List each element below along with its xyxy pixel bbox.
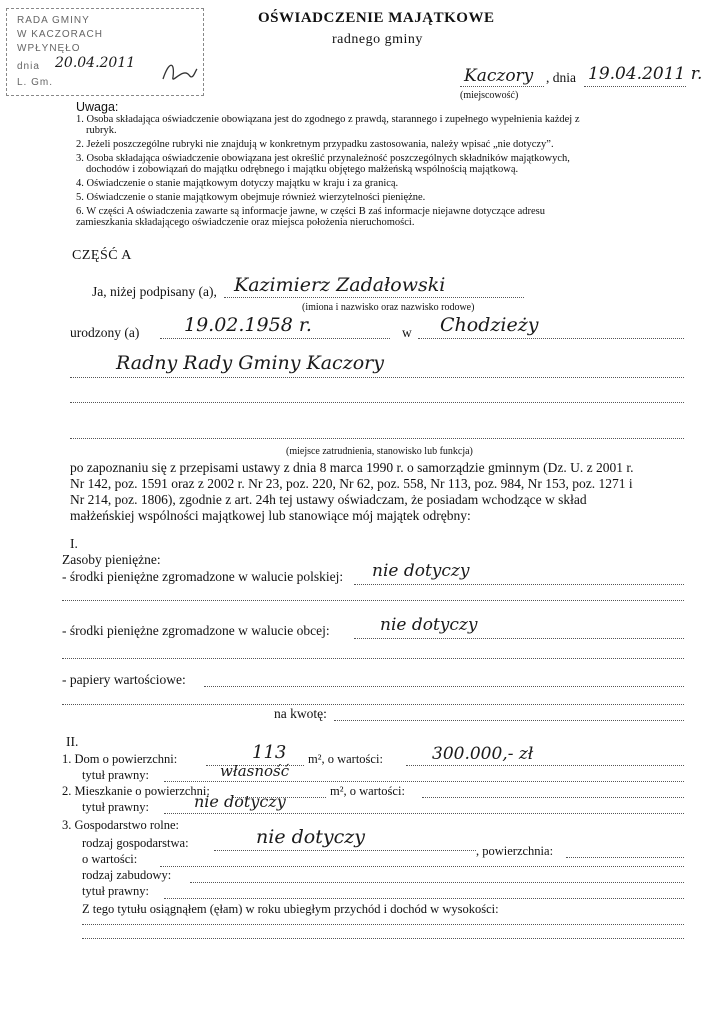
farm-area-label: , powierzchnia: bbox=[476, 844, 554, 858]
flat-title-value: nie dotyczy bbox=[194, 792, 286, 811]
house-area: 113 bbox=[252, 742, 287, 763]
house-value: 300.000,- zł bbox=[432, 744, 534, 764]
farm-type-value: nie dotyczy bbox=[256, 826, 365, 848]
born-in-dotted-line bbox=[418, 338, 684, 339]
receipt-stamp bbox=[6, 8, 204, 96]
securities-dotted-line bbox=[204, 686, 684, 687]
house-value-dotted-line bbox=[406, 765, 684, 766]
farm-buildings-label: rodzaj zabudowy: bbox=[82, 868, 172, 882]
farm-buildings-dotted-line bbox=[190, 882, 684, 883]
signed-value: Kazimierz Zadałowski bbox=[234, 274, 446, 296]
farm-value-dotted-line bbox=[160, 866, 684, 867]
section-1-heading: I. bbox=[70, 536, 78, 551]
flat-value-dotted-line bbox=[422, 797, 684, 798]
born-value: 19.02.1958 r. bbox=[184, 314, 312, 336]
born-in-value: Chodzieży bbox=[440, 314, 539, 336]
notice-item-4: 4. Oświadczenie o stanie majątkowym dotyczy majątku w kraju i za granicą. bbox=[76, 178, 399, 189]
farm-area-dotted-line bbox=[566, 857, 684, 858]
foreign-value: nie dotyczy bbox=[380, 615, 478, 635]
notice-item-1b: rubryk. bbox=[86, 125, 117, 136]
date-label: , dnia bbox=[546, 70, 576, 85]
flat-title-dotted-line bbox=[164, 813, 684, 814]
form-title: OŚWIADCZENIE MAJĄTKOWE bbox=[258, 10, 495, 26]
signed-label: Ja, niżej podpisany (a), bbox=[92, 284, 217, 299]
foreign-dotted-line-2 bbox=[62, 658, 684, 659]
farm-type-dotted-line bbox=[214, 850, 476, 851]
notice-item-6: 6. W części A oświadczenia zawarte są informacje jawne, w części B zaś informacje niejawne dotyczące adresu bbox=[76, 206, 545, 217]
law-paragraph-line-1: po zapoznaniu się z przepisami ustawy z dnia 8 marca 1990 r. o samorządzie gminnym (Dz. U. z 2001 r. bbox=[70, 460, 634, 475]
amount-label: na kwotę: bbox=[274, 706, 327, 721]
house-title-value: własność bbox=[220, 762, 290, 780]
securities-dotted-line-2 bbox=[62, 704, 684, 705]
house-label: 1. Dom o powierzchni: bbox=[62, 752, 178, 766]
job-dotted-line-2 bbox=[70, 402, 684, 403]
born-in-label: w bbox=[402, 325, 412, 340]
notice-item-1: 1. Osoba składająca oświadczenie obowiązana jest do zgodnego z prawdą, starannego i zupełnego wypełnienia każdej z bbox=[76, 114, 580, 125]
signature-mark bbox=[159, 57, 199, 87]
notice-item-5: 5. Oświadczenie o stanie majątkowym obejmuje również wierzytelności pieniężne. bbox=[76, 192, 426, 203]
job-dotted-line-1 bbox=[70, 377, 684, 378]
notice-heading: Uwaga: bbox=[76, 100, 119, 114]
date-dotted-line bbox=[584, 86, 686, 87]
amount-dotted-line bbox=[334, 720, 684, 721]
stamp-date-value: 20.04.2011 bbox=[55, 55, 136, 71]
income-dotted-line bbox=[82, 924, 684, 925]
born-label: urodzony (a) bbox=[70, 325, 140, 340]
page-bottom-margin bbox=[0, 978, 724, 1024]
income-label: Z tego tytułu osiągnąłem (ęłam) w roku ubiegłym przychód i dochód w wysokości: bbox=[82, 902, 499, 916]
foreign-dotted-line bbox=[354, 638, 684, 639]
law-paragraph-line-4: małżeńskiej wspólności majątkowej lub stanowiące mój majątek odrębny: bbox=[70, 508, 471, 523]
law-paragraph-line-3: Nr 214, poz. 1806), zgodnie z art. 24h tej ustawy oświadczam, że posiadam wchodzące w skład bbox=[70, 492, 587, 507]
house-m2-label: m², o wartości: bbox=[308, 752, 383, 766]
house-title-label: tytuł prawny: bbox=[82, 768, 150, 782]
form-subtitle: radnego gminy bbox=[332, 32, 423, 47]
stamp-date-label: dnia bbox=[17, 61, 40, 72]
section-2-heading: II. bbox=[66, 734, 79, 749]
job-value: Radny Rady Gminy Kaczory bbox=[116, 352, 384, 374]
born-dotted-line bbox=[160, 338, 390, 339]
farm-title-label: tytuł prawny: bbox=[82, 884, 150, 898]
farm-type-label: rodzaj gospodarstwa: bbox=[82, 836, 189, 850]
name-caption: (imiona i nazwisko oraz nazwisko rodowe) bbox=[302, 302, 475, 313]
job-caption: (miejsce zatrudnienia, stanowisko lub funkcja) bbox=[286, 446, 473, 457]
income-dotted-line-2 bbox=[82, 938, 684, 939]
pln-value: nie dotyczy bbox=[372, 561, 470, 581]
place-value: Kaczory bbox=[464, 66, 534, 86]
farm-title-dotted-line bbox=[164, 898, 684, 899]
farm-label: 3. Gospodarstwo rolne: bbox=[62, 818, 179, 832]
foreign-label: - środki pieniężne zgromadzone w walucie obcej: bbox=[62, 623, 330, 638]
law-paragraph-line-2: Nr 142, poz. 1591 oraz z 2002 r. Nr 23, poz. 220, Nr 62, poz. 558, Nr 113, poz. 984, Nr 153, poz. 1271 i bbox=[70, 476, 633, 491]
stamp-line-1: RADA GMINY bbox=[17, 15, 90, 26]
pln-label: - środki pieniężne zgromadzone w walucie polskiej: bbox=[62, 569, 344, 584]
notice-item-6b: zamieszkania składającego oświadczenie oraz miejsca położenia nieruchomości. bbox=[76, 217, 415, 228]
notice-item-3: 3. Osoba składająca oświadczenie obowiązana jest określić przynależność poszczególnych składników majątkowych, bbox=[76, 153, 570, 164]
date-value: 19.04.2011 r. bbox=[588, 64, 703, 84]
flat-label: 2. Mieszkanie o powierzchni: bbox=[62, 784, 210, 798]
part-a-heading: CZĘŚĆ A bbox=[72, 248, 132, 263]
resources-label: Zasoby pieniężne: bbox=[62, 552, 161, 567]
flat-title-label: tytuł prawny: bbox=[82, 800, 150, 814]
stamp-line-3: WPŁYNĘŁO bbox=[17, 43, 81, 54]
pln-dotted-line-2 bbox=[62, 600, 684, 601]
signed-dotted-line bbox=[224, 297, 524, 298]
place-dotted-line bbox=[460, 86, 544, 87]
job-dotted-line-3 bbox=[70, 438, 684, 439]
place-caption: (miejscowość) bbox=[460, 90, 519, 101]
notice-item-3b: dochodów i zobowiązań do majątku odrębnego i majątku objętego małżeńską wspólnością majątkową. bbox=[86, 164, 519, 175]
stamp-line-2: W KACZORACH bbox=[17, 29, 103, 40]
stamp-line-5: L. Gm. bbox=[17, 77, 54, 88]
notice-item-2: 2. Jeżeli poszczególne rubryki nie znajdują w konkretnym przypadku zastosowania, należy wpisać „nie dotyczy”. bbox=[76, 139, 554, 150]
securities-label: - papiery wartościowe: bbox=[62, 672, 186, 687]
farm-value-label: o wartości: bbox=[82, 852, 138, 866]
house-title-dotted-line bbox=[164, 781, 684, 782]
flat-m2-label: m², o wartości: bbox=[330, 784, 405, 798]
pln-dotted-line bbox=[354, 584, 684, 585]
